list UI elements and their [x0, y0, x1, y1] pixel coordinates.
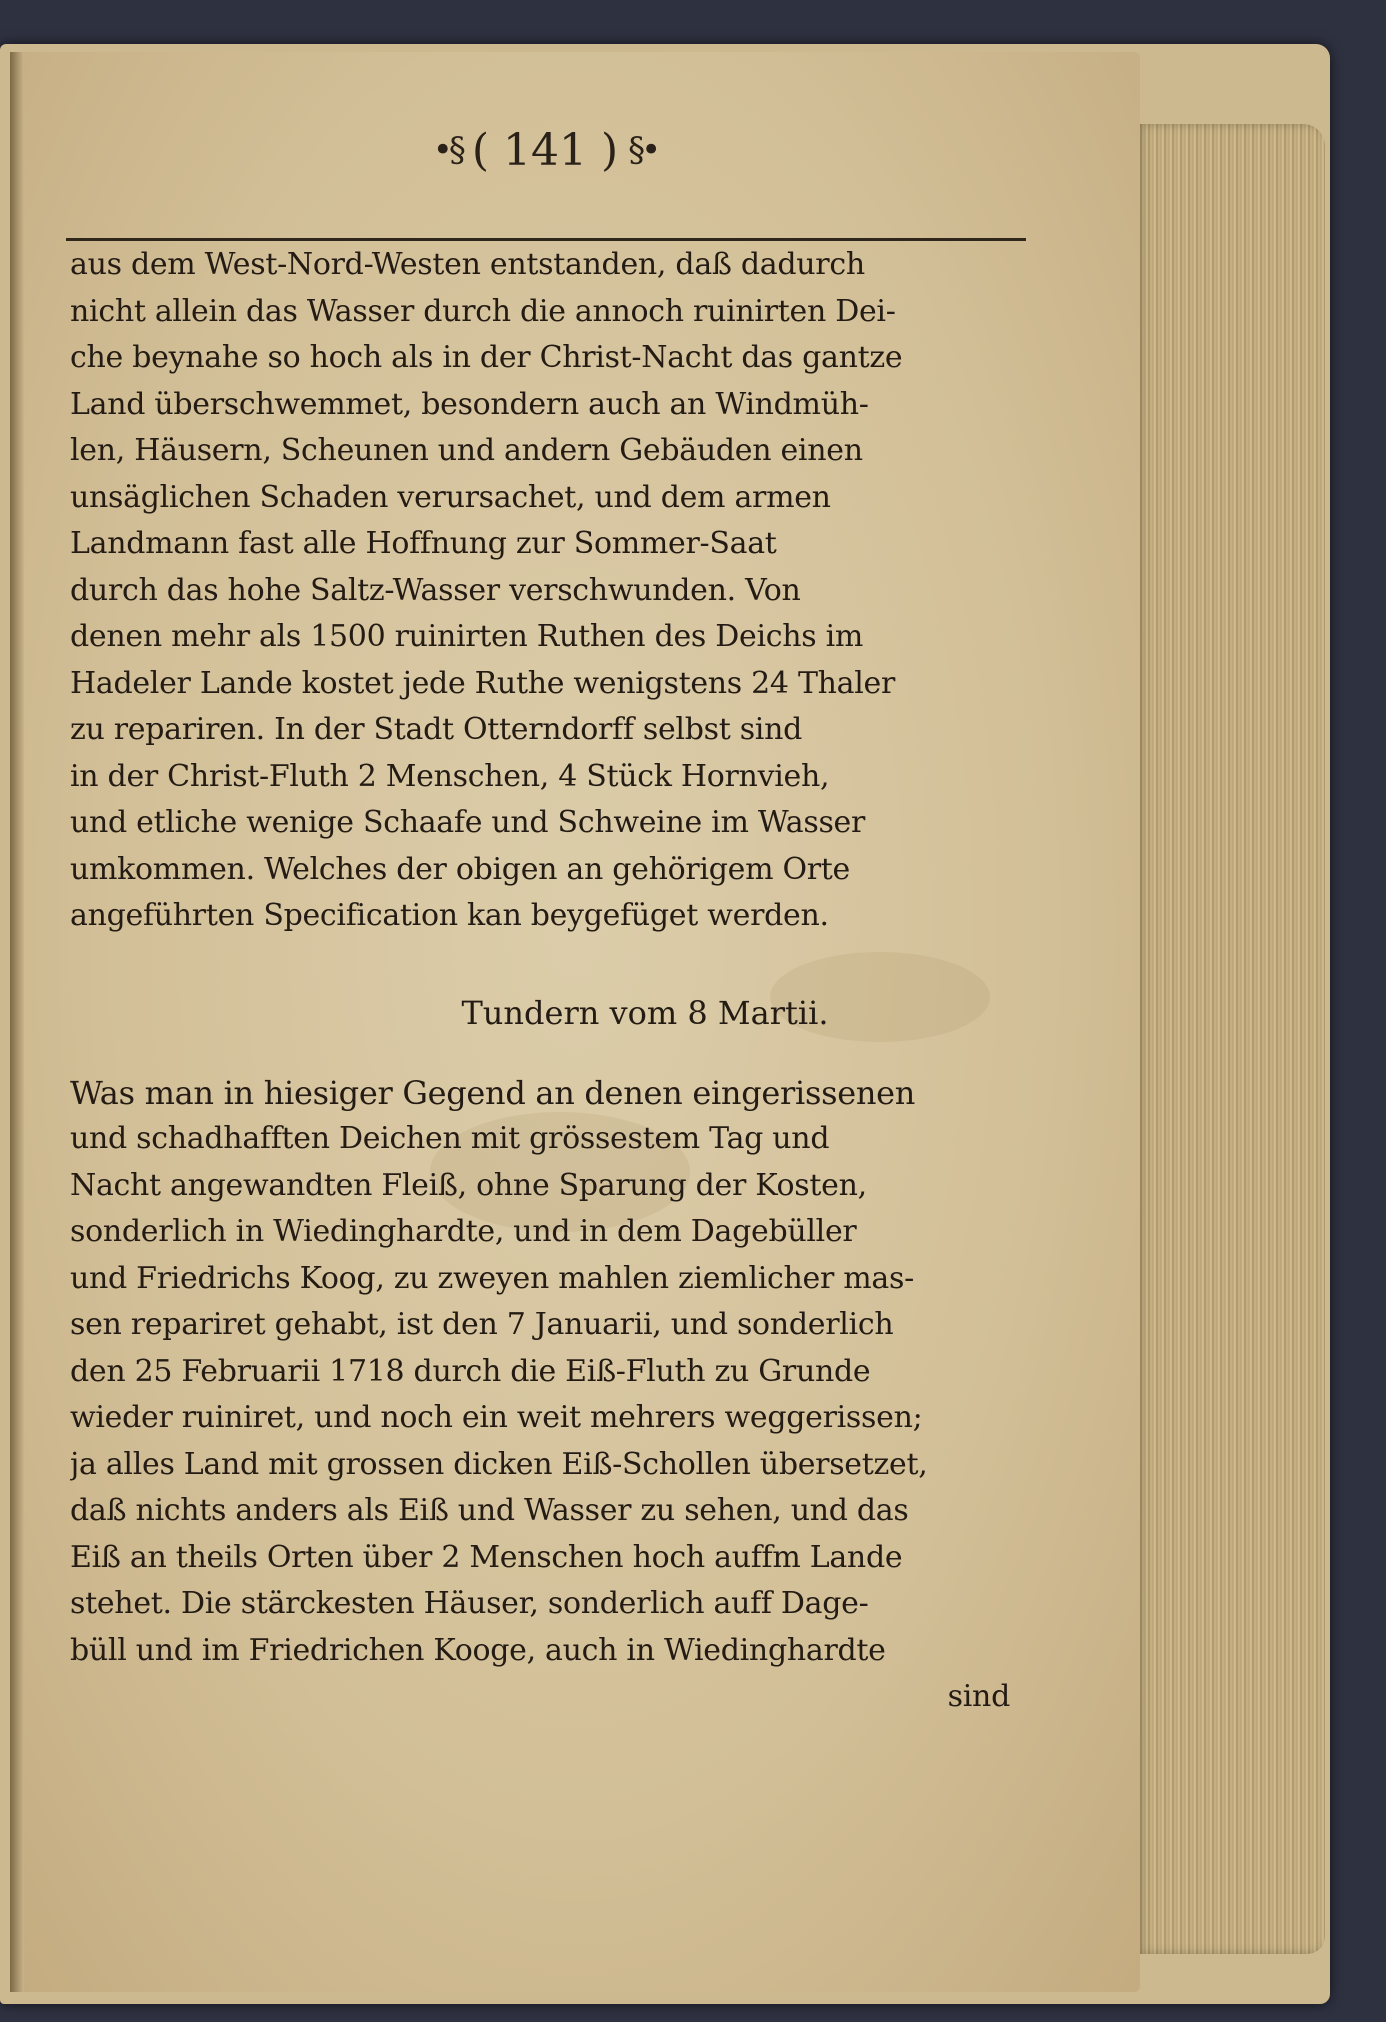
text-line: Was man in hiesiger Gegend an denen eingerissenen [70, 1073, 916, 1112]
page-text [70, 242, 1030, 1721]
header-ornament-left: •§ [432, 130, 462, 170]
text-line: Nacht angewandten Fleiß, ohne Sparung der Kosten, [70, 1167, 867, 1203]
text-line: in der Christ-Fluth 2 Menschen, 4 Stück Hornvieh, [70, 758, 830, 794]
header-ornament-right: §• [628, 130, 658, 170]
text-line: zu repariren. In der Stadt Otterndorff selbst sind [70, 712, 803, 747]
page-header [355, 118, 735, 182]
page-gutter [10, 52, 24, 1992]
text-line: Hadeler Lande kostet jede Ruthe wenigstens 24 Thaler [70, 665, 896, 701]
text-line: unsäglichen Schaden verursachet, und dem armen [70, 479, 831, 515]
text-line: den 25 Februarii 1718 durch die Eiß-Fluth zu Grunde [70, 1353, 871, 1389]
text-line: Landmann fast alle Hoffnung zur Sommer-Saat [70, 526, 777, 561]
text-line: wieder ruiniret, und noch ein weit mehrers weggerissen; [70, 1400, 923, 1435]
text-line: stehet. Die stärckesten Häuser, sonderlich auff Dage- [70, 1586, 869, 1621]
text-line: Eiß an theils Orten über 2 Menschen hoch auffm Lande [70, 1539, 903, 1575]
text-line: und etliche wenige Schaafe und Schweine im Wasser [70, 805, 866, 840]
text-line: umkommen. Welches der obigen an gehörigem Orte [70, 851, 851, 887]
text-line: und Friedrichs Koog, zu zweyen mahlen ziemlicher mas- [70, 1260, 914, 1296]
text-line: denen mehr als 1500 ruinirten Ruthen des Deichs im [70, 619, 864, 654]
text-line: che beynahe so hoch als in der Christ-Nacht das gantze [70, 340, 903, 375]
text-line: und schadhafften Deichen mit grössestem Tag und [70, 1121, 830, 1156]
text-line: nicht allein das Wasser durch die annoch ruinirten Dei- [70, 293, 896, 329]
text-line: angeführten Specification kan beygefüget werden. [70, 898, 829, 933]
text-line: sonderlich in Wiedinghardte, und in dem Dagebüller [70, 1214, 857, 1249]
paragraph-2 [70, 1070, 1030, 1675]
text-line: Land überschwemmet, besondern auch an Windmüh- [70, 386, 869, 422]
text-line: aus dem West-Nord-Westen entstanden, daß dadurch [70, 247, 865, 282]
text-line: sen repariret gehabt, ist den 7 Januarii, und sonderlich [70, 1307, 894, 1342]
text-line: len, Häusern, Scheunen und andern Gebäuden einen [70, 433, 863, 468]
page-edges [1135, 124, 1325, 1954]
text-line: büll und im Friedrichen Kooge, auch in Wiedinghardte [70, 1632, 886, 1668]
text-line: daß nichts anders als Eiß und Wasser zu sehen, und das [70, 1493, 909, 1528]
text-line: durch das hohe Saltz-Wasser verschwunden. Von [70, 572, 801, 608]
paragraph-1 [70, 242, 1030, 940]
section-heading: Tundern vom 8 Martii. [461, 993, 829, 1032]
catchword: sind [947, 1679, 1010, 1714]
text-line: ja alles Land mit grossen dicken Eiß-Schollen übersetzet, [70, 1446, 928, 1482]
header-rule [66, 238, 1026, 241]
page-number: ( 141 ) [471, 124, 619, 176]
